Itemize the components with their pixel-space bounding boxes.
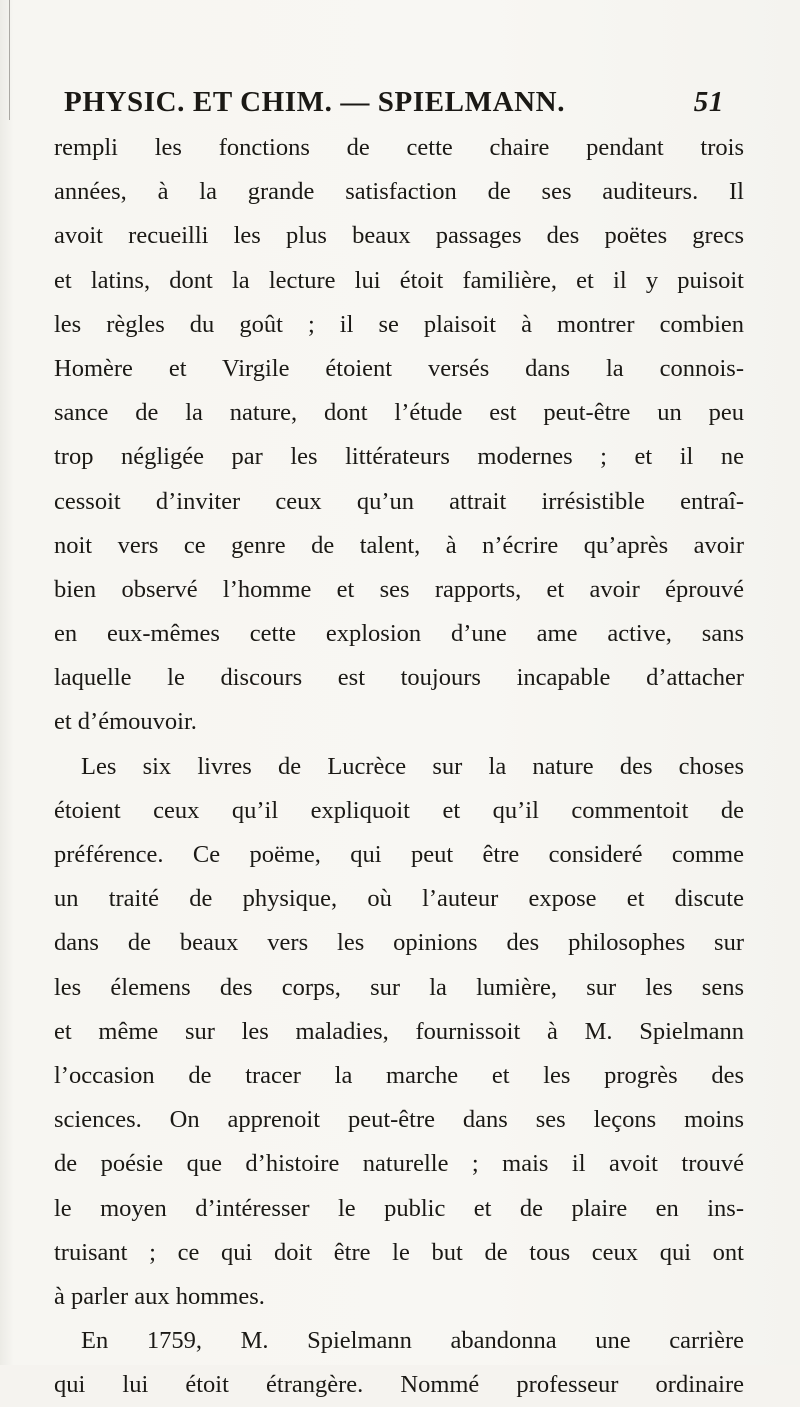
header-title: PHYSIC. ET CHIM. — SPIELMANN. xyxy=(64,86,566,118)
text-line: truisant ; ce qui doit être le but de tous ceux qui ont xyxy=(54,1238,744,1266)
text-line: rempli les fonctions de cette chaire pendant trois xyxy=(54,134,744,161)
text-line: dans de beaux vers les opinions des philosophes sur xyxy=(54,929,744,957)
text-line: étoient ceux qu’il expliquoit et qu’il commentoit de xyxy=(54,796,744,824)
text-line: qui lui étoit étrangère. Nommé professeur ordinaire xyxy=(54,1371,744,1399)
text-line: un traité de physique, où l’auteur expose et discute xyxy=(54,885,744,913)
text-line: bien observé l’homme et ses rapports, et avoir éprouvé xyxy=(54,575,744,603)
text-line: de poésie que d’histoire naturelle ; mais il avoit trouvé xyxy=(54,1150,744,1178)
text-line: le moyen d’intéresser le public et de plaire en ins- xyxy=(54,1194,744,1222)
paragraph-first-line: Les six livres de Lucrèce sur la nature des choses xyxy=(81,752,744,780)
text-line: l’occasion de tracer la marche et les progrès des xyxy=(54,1061,744,1089)
text-line: noit vers ce genre de talent, à n’écrire qu’après avoir xyxy=(54,531,744,559)
running-header xyxy=(64,86,724,126)
paragraph-first-line: En 1759, M. Spielmann abandonna une carrière xyxy=(81,1327,744,1355)
text-line: sance de la nature, dont l’étude est peut-être un peu xyxy=(54,399,744,427)
text-line: les règles du goût ; il se plaisoit à montrer combien xyxy=(54,310,744,338)
text-line: laquelle le discours est toujours incapable d’attacher xyxy=(54,664,744,692)
text-line: années, à la grande satisfaction de ses auditeurs. Il xyxy=(54,178,744,206)
text-line: et même sur les maladies, fournissoit à M. Spielmann xyxy=(54,1017,744,1045)
text-line: Homère et Virgile étoient versés dans la connois- xyxy=(54,354,744,382)
paragraph-end-line: et d’émouvoir. xyxy=(54,708,197,736)
text-line: et latins, dont la lecture lui étoit familière, et il y puisoit xyxy=(54,266,744,294)
body-text xyxy=(54,126,744,1407)
paragraph-end-line: à parler aux hommes. xyxy=(54,1282,265,1310)
page-number: 51 xyxy=(693,86,724,118)
page-edge-divider xyxy=(9,0,10,120)
text-line: trop négligée par les littérateurs modernes ; et il ne xyxy=(54,443,744,471)
text-line: sciences. On apprenoit peut-être dans ses leçons moins xyxy=(54,1106,744,1134)
text-line: cessoit d’inviter ceux qu’un attrait irrésistible entraî- xyxy=(54,487,744,515)
text-line: les élemens des corps, sur la lumière, sur les sens xyxy=(54,973,744,1001)
text-line: préférence. Ce poëme, qui peut être consideré comme xyxy=(54,841,744,868)
text-line: en eux-mêmes cette explosion d’une ame active, sans xyxy=(54,620,744,648)
text-line: avoit recueilli les plus beaux passages des poëtes grecs xyxy=(54,222,744,250)
